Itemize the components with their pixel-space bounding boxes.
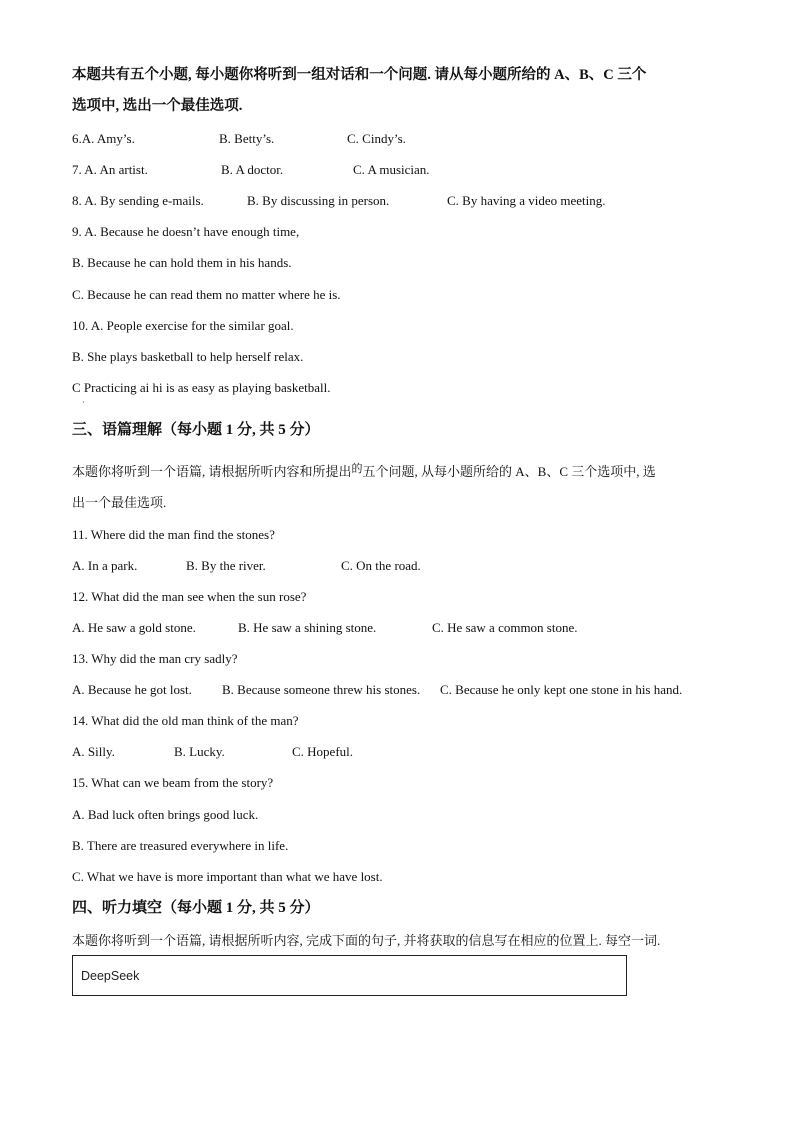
q6-option-c: C. Cindy’s. [347,131,406,146]
q15-option-b: B. There are treasured everywhere in life. [72,838,289,853]
q13-question: 13. Why did the man cry sadly? [72,651,238,666]
q14-option-a: A. Silly. [72,744,115,759]
section3-instruction-part1: 本题你将听到一个语篇, 请根据所听内容和所提出 [72,464,352,479]
answer-box [72,955,627,996]
q14-option-b: B. Lucky. [174,744,225,759]
q6-option-b: B. Betty’s. [219,131,275,146]
section2-instruction-line2: 选项中, 选出一个最佳选项. [72,98,243,114]
q13-option-b: B. Because someone threw his stones. [222,682,421,697]
q11-option-a: A. In a park. [72,558,138,573]
q11-option-c: C. On the road. [341,558,421,573]
q15-question: 15. What can we beam from the story? [72,775,274,790]
section4-heading: 四、听力填空（每小题 1 分, 共 5 分） [72,900,320,916]
stray-dot: · [82,398,85,407]
q9-option-b: B. Because he can hold them in his hands. [72,255,292,270]
q11-question: 11. Where did the man find the stones? [72,527,275,542]
q13-option-c: C. Because he only kept one stone in his hand. [440,682,683,697]
q7-option-b: B. A doctor. [221,162,284,177]
q12-question: 12. What did the man see when the sun rose? [72,589,307,604]
section3-instruction-de: 的 [351,463,363,475]
q6-option-a: 6.A. Amy’s. [72,131,135,146]
q7-option-c: C. A musician. [353,162,430,177]
q11-option-b: B. By the river. [186,558,266,573]
q10-option-c: C Practicing ai hi is as easy as playing basketball. [72,380,331,395]
q9-option-c: C. Because he can read them no matter where he is. [72,287,341,302]
section3-instruction-line2: 出一个最佳选项. [72,495,167,510]
section2-instruction-line1: 本题共有五个小题, 每小题你将听到一组对话和一个问题. 请从每小题所给的 A、B、C 三个 [72,67,647,83]
q10-option-b: B. She plays basketball to help herself relax. [72,349,304,364]
section3-instruction-line1 [72,461,656,480]
q12-option-a: A. He saw a gold stone. [72,620,196,635]
q14-option-c: C. Hopeful. [292,744,354,759]
answer-box-text: DeepSeek [81,969,140,983]
q8-option-c: C. By having a video meeting. [447,193,606,208]
section4-instruction: 本题你将听到一个语篇, 请根据所听内容, 完成下面的句子, 并将获取的信息写在相应的位置上. 每空一词. [72,933,661,948]
q15-option-a: A. Bad luck often brings good luck. [72,807,259,822]
q10-option-a: 10. A. People exercise for the similar goal. [72,318,294,333]
q12-option-b: B. He saw a shining stone. [238,620,377,635]
q13-option-a: A. Because he got lost. [72,682,192,697]
q8-option-a: 8. A. By sending e-mails. [72,193,204,208]
q8-option-b: B. By discussing in person. [247,193,390,208]
section3-instruction-part2: 五个问题, 从每小题所给的 A、B、C 三个选项中, 选 [362,464,656,479]
q9-option-a: 9. A. Because he doesn’t have enough time, [72,224,300,239]
q14-question: 14. What did the old man think of the man? [72,713,299,728]
q15-option-c: C. What we have is more important than what we have lost. [72,869,383,884]
q7-option-a: 7. A. An artist. [72,162,148,177]
q12-option-c: C. He saw a common stone. [432,620,578,635]
section3-heading: 三、语篇理解（每小题 1 分, 共 5 分） [72,422,320,438]
